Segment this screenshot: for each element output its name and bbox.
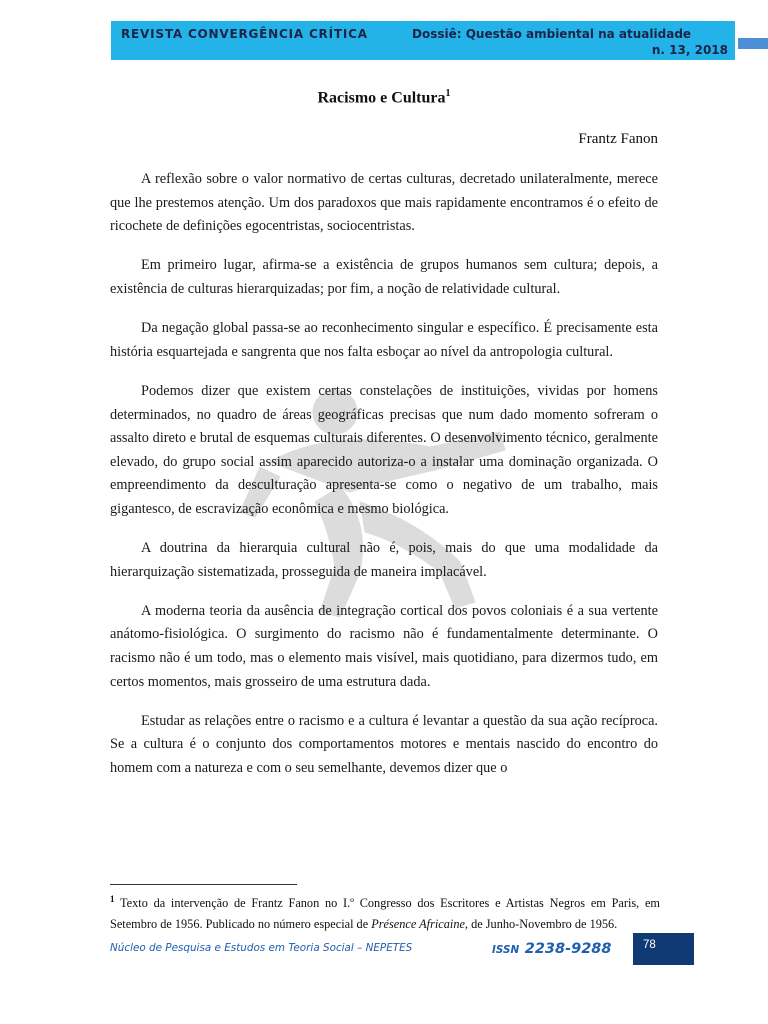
paragraph: Da negação global passa-se ao reconhecimento singular e específico. É precisamente esta história esquartejada e sangrenta que nos falta esboçar ao nível da antropologia cultural. (110, 320, 658, 360)
journal-name: REVISTA CONVERGÊNCIA CRÍTICA (121, 27, 368, 41)
dossie-title: Dossiê: Questão ambiental na atualidade (412, 27, 692, 41)
paragraph: A moderna teoria da ausência de integração cortical dos povos coloniais é a sua vertente anátomo-fisiológica. O surgimento do racismo não é fundamentalmente determinante. O racismo não é um todo, mas o elemento mais visível, mais quotidiano, para dizermos tudo, em certos momentos, mais grosseiro de uma estrutura dada. (110, 602, 658, 690)
paragraph: Podemos dizer que existem certas constelações de instituições, vividas por homens determinados, no quadro de áreas geográficas precisas que num dado momento sofreram o assalto direto e brutal de esquemas culturais diferentes. O desenvolvimento técnico, geralmente elevado, do grupo social assim aparecido autoriza-o a instalar uma dominação organizada. O empreendimento da desculturação apresenta-se como o negativo de um trabalho, mais gigantesco, de escravização econômica e mesmo biológica. (110, 382, 658, 517)
article-body (110, 168, 658, 796)
footer-issn: ISSN 2238-9288 (492, 941, 612, 957)
paragraph: A doutrina da hierarquia cultural não é, pois, mais do que uma modalidade da hierarquização sistematizada, prosseguida de maneira implacável. (110, 540, 658, 580)
footnote-mark: 1 (110, 894, 115, 904)
paragraph: Em primeiro lugar, afirma-se a existência de grupos humanos sem cultura; depois, a existência de culturas hierarquizadas; por fim, a noção de relatividade cultural. (110, 257, 658, 297)
issue-number: n. 13, 2018 (651, 43, 728, 57)
author-name: Frantz Fanon (578, 131, 658, 147)
page-number: 78 (643, 939, 656, 951)
footer-nucleo: Núcleo de Pesquisa e Estudos em Teoria Social – NEPETES (110, 942, 413, 954)
paragraph: Estudar as relações entre o racismo e a cultura é levantar a questão da sua ação recíproca. Se a cultura é o conjunto dos comportamentos motores e mentais nascido do encontro do homem com a natureza e com o seu semelhante, devemos dizer que o (110, 712, 658, 777)
paragraph: A reflexão sobre o valor normativo de certas culturas, decretado unilateralmente, merece que lhe prestemos atenção. Um dos paradoxos que mais rapidamente encontramos é o efeito de ricochete de definições egocentristas, sociocentristas. (110, 171, 658, 235)
article-title: Racismo e Cultura$^1$ (317, 88, 451, 107)
edge-tab (738, 38, 768, 49)
footnote-divider (110, 884, 297, 885)
page-number-box (633, 933, 694, 965)
title-footnote-mark: 1 (445, 88, 451, 99)
footnote: $^1$ Texto da intervenção de Frantz Fanon no I.º Congresso dos Escritores e Artistas Negros em Paris, em Setembro de 1956. Publicado no número especial de Présence Africaine, de Junho-Novembro de 1956. (110, 894, 660, 932)
